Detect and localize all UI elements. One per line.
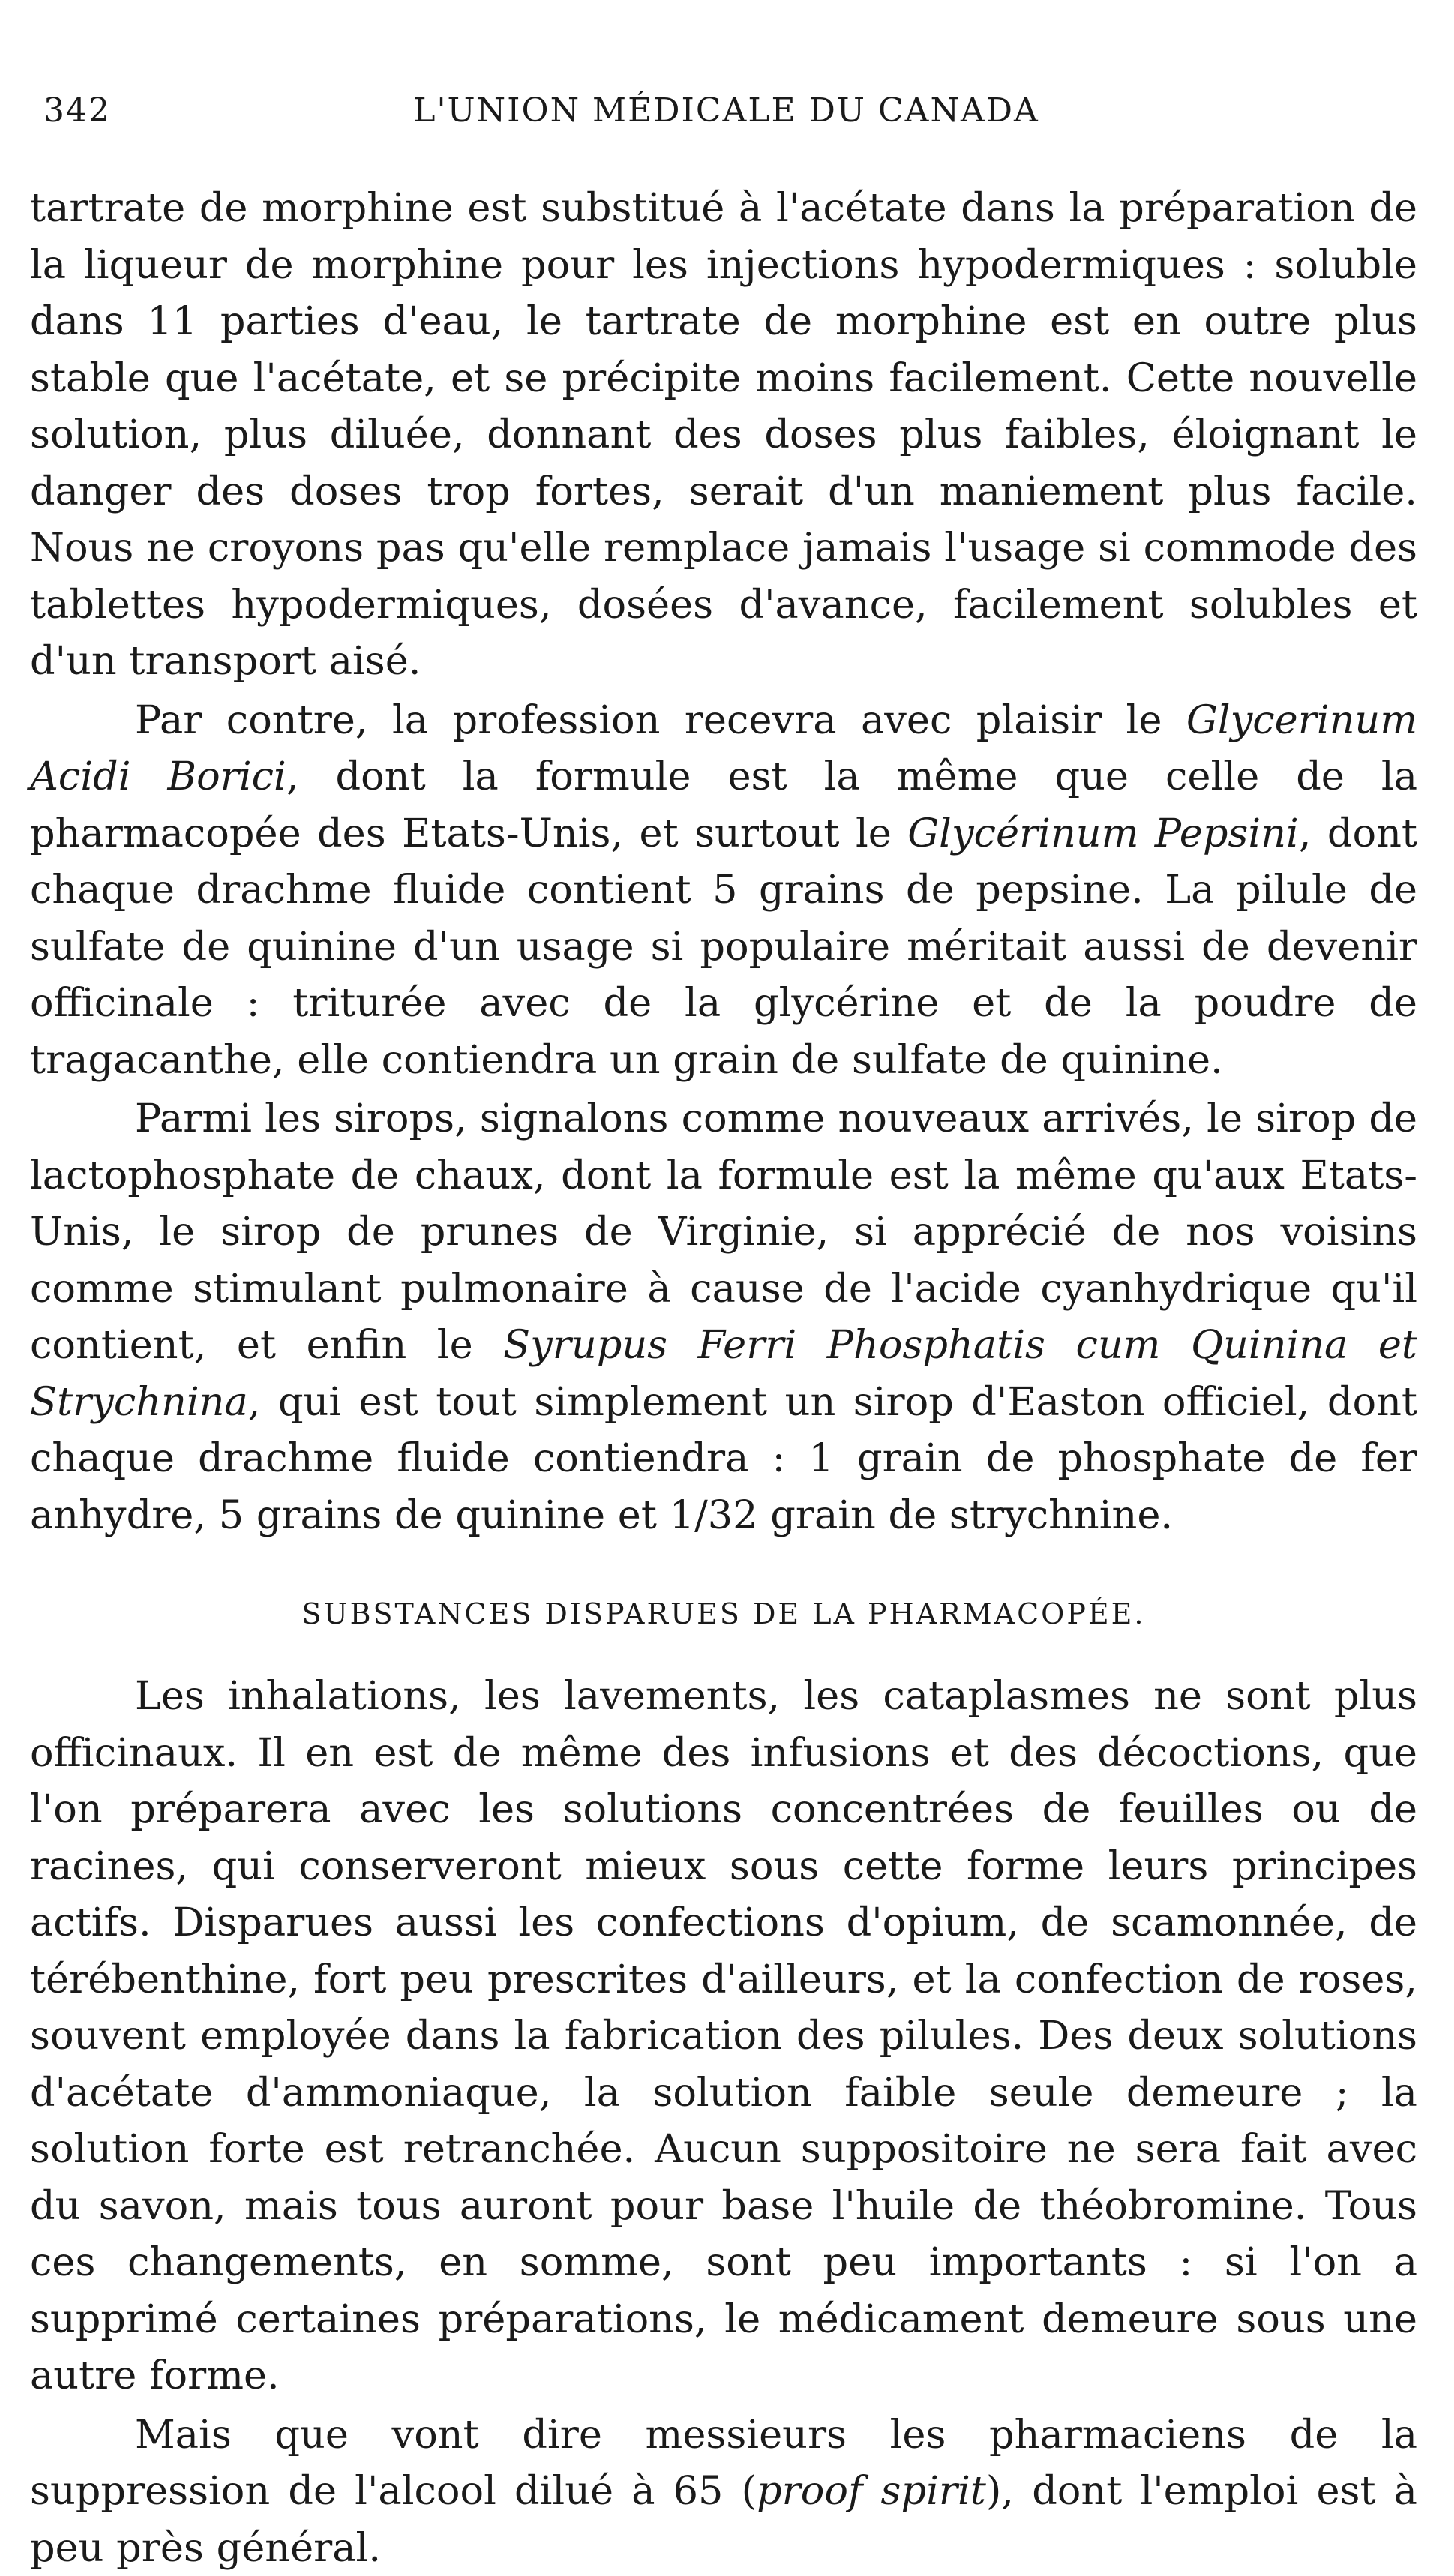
text-run: tartrate de morphine est substitué à l'acétate dans la préparation de la liqueur de morphine pour les injections hypodermiques : soluble dans 11 parties d'eau, le tartrate de morphine est en outre plus stable que l'acétate, et se précipite moins facilement. Cette nouvelle solution, plus diluée, donnant des doses plus faibles, éloignant le danger des doses trop fortes, serait d'un maniement plus facile. Nous ne croyons pas qu'elle remplace jamais l'usage si commode des tablettes hypodermiques, dosées d'avance, facilement solubles et d'un transport aisé. (30, 185, 1417, 684)
page-body (30, 180, 1417, 2576)
text-run: ), dont l'emploi est à peu près général. (30, 2468, 1417, 2571)
text-run: Les inhalations, les lavements, les cataplasmes ne sont plus officinaux. Il en est de même des infusions et des décoctions, que l'on préparera avec les solutions concentrées de feuilles ou de racines, qui conserveront mieux sous cette forme leurs principes actifs. Disparues aussi les confections d'opium, de scamonnée, de térébenthine, fort peu prescrites d'ailleurs, et la confection de roses, souvent employée dans la fabrication des pilules. Des deux solutions d'acétate d'ammoniaque, la solution faible seule demeure ; la solution forte est retranchée. Aucun suppositoire ne sera fait avec du savon, mais tous auront pour base l'huile de théobromine. Tous ces changements, en somme, sont peu importants : si l'on a supprimé certaines préparations, le médicament demeure sous une autre forme. (30, 1673, 1417, 2398)
paragraph-3 (30, 1090, 1417, 1543)
text-run: , qui est tout simplement un sirop d'Easton officiel, dont chaque drachme fluide contiendra : 1 grain de phosphate de fer anhydre, 5 grains de quinine et 1/32 grain de strychnine. (30, 1379, 1417, 1538)
paragraph-1 (30, 180, 1417, 690)
text-run: , dont la formule est la même que celle de la pharmacopée des Etats-Unis, et surtout le (30, 754, 1417, 856)
paragraph-4 (30, 1668, 1417, 2404)
italic-term: Glycerinum Acidi Borici (30, 697, 1417, 800)
italic-term: Glycérinum Pepsini (907, 811, 1299, 856)
text-run: Parmi les sirops, signalons comme nouveaux arrivés, le sirop de lactophosphate de chaux, dont la formule est la même qu'aux Etats-Unis, le sirop de prunes de Virginie, si apprécié de nos voisins comme stimulant pulmonaire à cause de l'acide cyanhydrique qu'il contient, et enfin le (30, 1096, 1417, 1368)
italic-term: proof spirit (757, 2468, 986, 2514)
journal-title: L'UNION MÉDICALE DU CANADA (43, 91, 1409, 130)
text-run: , dont chaque drachme fluide contient 5 grains de pepsine. La pilule de sulfate de quinine d'un usage si populaire méritait aussi de devenir officinale : triturée avec de la glycérine et de la poudre de tragacanthe, elle contiendra un grain de sulfate de quinine. (30, 811, 1417, 1083)
section-heading: SUBSTANCES DISPARUES DE LA PHARMACOPÉE. (30, 1593, 1417, 1635)
paragraph-5 (30, 2407, 1417, 2576)
italic-term: Syrupus Ferri Phosphatis cum Quinina et Strychnina (30, 1322, 1417, 1425)
page-number: 342 (43, 91, 111, 130)
text-run: Par contre, la profession recevra avec plaisir le (135, 697, 1186, 743)
paragraph-2 (30, 692, 1417, 1089)
page-header (43, 91, 1409, 136)
text-run: Mais que vont dire messieurs les pharmaciens de la suppression de l'alcool dilué à 65 ( (30, 2412, 1417, 2515)
